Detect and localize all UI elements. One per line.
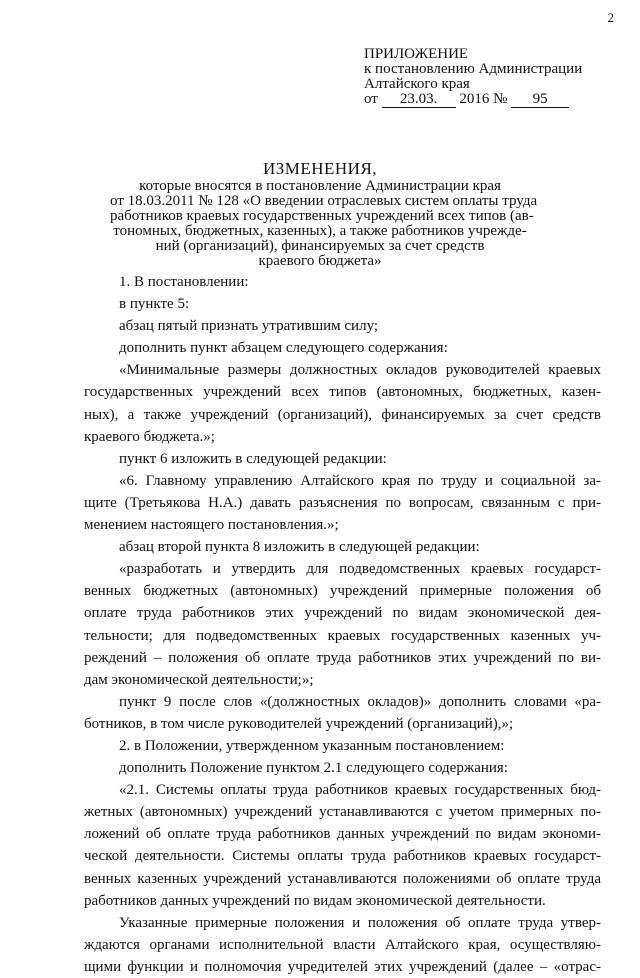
paragraph-line: «6. Главному управлению Алтайского края по труду и социальной за- bbox=[119, 472, 601, 489]
document-title bbox=[110, 159, 538, 269]
paragraph-line: щите (Третьякова Н.А.) давать разъяснения по вопросам, связанным с при- bbox=[84, 494, 601, 511]
number-sign: № bbox=[493, 91, 508, 107]
paragraph: пункт 6 изложить в следующей редакции: bbox=[119, 450, 387, 467]
title-line: работников краевых государственных учреждений всех типов (ав- bbox=[110, 208, 534, 224]
date-value: 23.03. bbox=[382, 92, 456, 108]
title-heading: ИЗМЕНЕНИЯ, bbox=[262, 159, 378, 178]
paragraph-line: ложений об оплате труда работников данных учреждений по видам экономи- bbox=[84, 826, 601, 843]
title-line: от 18.03.2011 № 128 «О введении отраслевых систем оплаты труда bbox=[110, 193, 538, 209]
paragraph-line: щими функции и полномочия учредителей этих учреждений (далее – «отрас- bbox=[84, 958, 601, 975]
title-line: краевого бюджета» bbox=[258, 253, 382, 269]
year: 2016 bbox=[459, 91, 490, 107]
paragraph-line: «разработать и утвердить для подведомственных краевых государст- bbox=[119, 561, 601, 578]
paragraph-line: работников данных учреждений по видам экономической деятельности. bbox=[84, 892, 546, 909]
paragraph: 2. в Положении, утвержденном указанным постановлением: bbox=[119, 737, 505, 754]
paragraph: абзац второй пункта 8 изложить в следующей редакции: bbox=[119, 539, 480, 556]
paragraph-line: оплате труда работников этих учреждений по видам экономической дея- bbox=[84, 605, 601, 622]
date-prefix: от bbox=[364, 91, 378, 107]
paragraph-line: жетных (автономных) учреждений устанавливаются с учетом примерных по- bbox=[84, 804, 601, 821]
page-number: 2 bbox=[607, 10, 614, 25]
number-value: 95 bbox=[511, 92, 569, 108]
paragraph-line: государственных учреждений всех типов (автономных, бюджетных, казен- bbox=[84, 384, 601, 401]
appendix-line: к постановлению Администрации bbox=[364, 61, 583, 77]
paragraph: дополнить Положение пунктом 2.1 следующего содержания: bbox=[119, 760, 508, 777]
title-line: которые вносятся в постановление Администрации края bbox=[139, 178, 501, 194]
paragraph-line: венных казенных учреждений устанавливаются положениями об оплате труда bbox=[84, 870, 601, 887]
paragraph: 1. В постановлении: bbox=[119, 274, 249, 290]
paragraph-line: краевого бюджета.»; bbox=[84, 428, 215, 445]
paragraph-line: венных бюджетных (автономных) учреждений примерные положения об bbox=[84, 583, 601, 600]
paragraph-line: Указанные примерные положения и положения об оплате труда утвер- bbox=[119, 914, 601, 931]
paragraph-line: ждаются органами исполнительной власти Алтайского края, осуществляю- bbox=[84, 936, 601, 953]
appendix-date-line bbox=[364, 92, 582, 108]
paragraph-line: ботников, в том числе руководителей учреждений (организаций),»; bbox=[84, 715, 514, 732]
paragraph-line: тельности; для подведомственных краевых государственных казенных уч- bbox=[84, 627, 601, 644]
paragraph: абзац пятый признать утратившим силу; bbox=[119, 318, 379, 335]
document-body bbox=[84, 271, 601, 978]
title-line: тономных, бюджетных, казенных), а также работников учрежде- bbox=[113, 223, 527, 239]
title-line: ний (организаций), финансируемых за счет средств bbox=[155, 238, 485, 254]
paragraph-line: «Минимальные размеры должностных окладов руководителей краевых bbox=[119, 362, 601, 379]
appendix-header bbox=[364, 47, 582, 108]
appendix-line: Алтайского края bbox=[364, 76, 470, 92]
paragraph: в пункте 5: bbox=[119, 296, 190, 313]
paragraph-line: пункт 9 после слов «(должностных окладов)» дополнить словами «ра- bbox=[119, 693, 601, 710]
paragraph-line: «2.1. Системы оплаты труда работников краевых государственных бюд- bbox=[119, 782, 601, 799]
paragraph-line: реждений – положения об оплате труда работников этих учреждений по ви- bbox=[84, 649, 601, 666]
paragraph: дополнить пункт абзацем следующего содержания: bbox=[119, 340, 448, 357]
paragraph-line: дам экономической деятельности;»; bbox=[84, 671, 314, 688]
appendix-title: ПРИЛОЖЕНИЕ bbox=[364, 46, 469, 62]
paragraph-line: ных), а также учреждений (организаций), финансируемых за счет средств bbox=[84, 406, 601, 423]
paragraph-line: ческой деятельности. Системы оплаты труда работников краевых государст- bbox=[84, 848, 601, 865]
paragraph-line: менением настоящего постановления.»; bbox=[84, 517, 339, 534]
